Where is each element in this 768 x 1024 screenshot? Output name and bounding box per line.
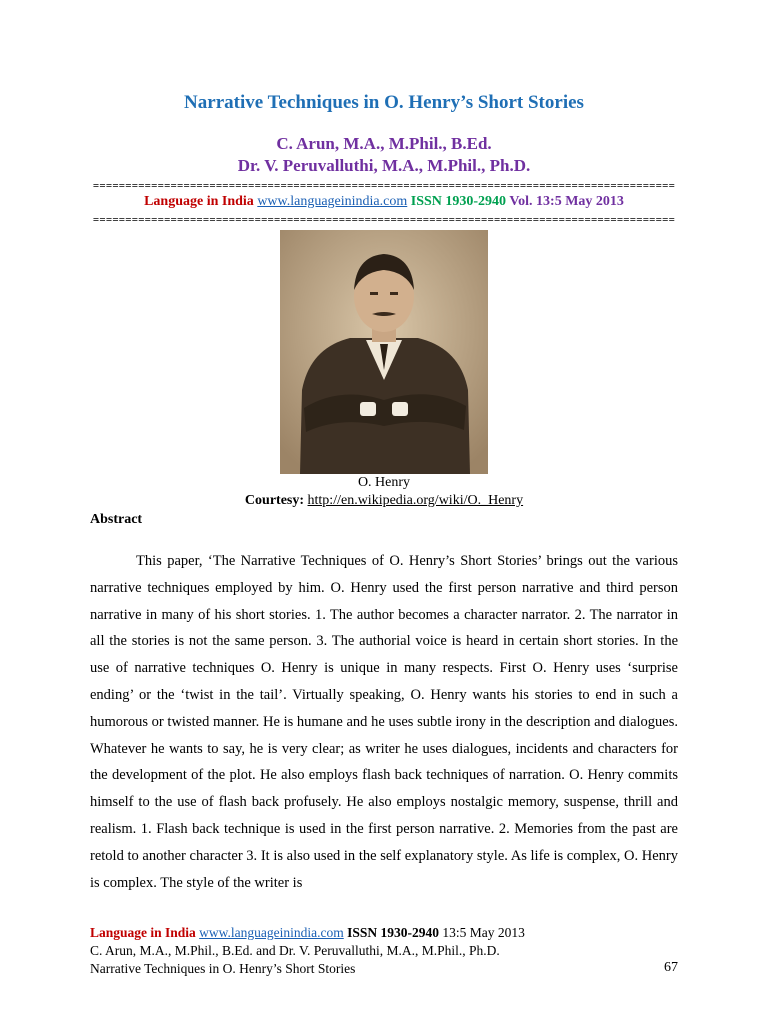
- footer-issue: 13:5 May 2013: [442, 925, 525, 940]
- abstract-body: This paper, ‘The Narrative Techniques of O. Henry’s Short Stories’ brings out the various narrative techniques employed by him. O. Henry used the first person narrative and third person narrative in many of his short stories. 1. The author becomes a character narrator. 2. The narrator in all the stories is not the same person. 3. The authorial voice is heard in certain short stories. In the use of narrative techniques O. Henry is unique in many respects. First O. Henry uses ‘surprise ending’ or the ‘twist in the tail’. Virtually speaking, O. Henry wants his stories to end in such a humorous or twisted manner. He is humane and he uses subtle irony in the description and dialogues. Whatever he wants to say, he is very clear; as writer he uses dialogues, incidents and characters for the development of the plot. He also employs flash back techniques of narration. O. Henry commits himself to the use of flash back profusely. He also employs nostalgic memory, suspense, thrill and realism. 1. Flash back technique is used in the first person narrative. 2. Memories from the past are retold to another character 3. It is also used in the self explanatory style. As life is complex, O. Henry is complex. The style of the writer is: [90, 553, 678, 891]
- figure-courtesy: [0, 493, 768, 509]
- journal-url-link[interactable]: www.languageinindia.com: [257, 194, 408, 209]
- footer-journal-line: [90, 924, 678, 942]
- journal-header: [0, 194, 768, 210]
- footer-journal-name: Language in India: [90, 925, 196, 940]
- footer-authors: C. Arun, M.A., M.Phil., B.Ed. and Dr. V. Peruvalluthi, M.A., M.Phil., Ph.D.: [90, 943, 500, 958]
- header-rule-bottom: ==========================================================================================: [92, 214, 676, 226]
- page-number: 67: [664, 960, 678, 975]
- journal-name: Language in India: [144, 194, 254, 209]
- journal-issn: ISSN 1930-2940: [410, 194, 507, 209]
- abstract-heading: Abstract: [90, 512, 143, 527]
- header-rule-top: ==========================================================================================: [92, 180, 676, 192]
- figure-caption: O. Henry: [357, 475, 411, 490]
- paper-title: Narrative Techniques in O. Henry’s Short Stories: [184, 92, 584, 113]
- footer-url-link[interactable]: www.languageinindia.com: [199, 925, 344, 940]
- courtesy-label: Courtesy:: [244, 493, 305, 508]
- journal-volume: Vol. 13:5 May 2013: [509, 194, 624, 209]
- footer-issn: ISSN 1930-2940: [347, 925, 440, 940]
- footer-article-title: Narrative Techniques in O. Henry’s Short Stories: [90, 961, 356, 976]
- author-2: Dr. V. Peruvalluthi, M.A., M.Phil., Ph.D.: [237, 156, 531, 175]
- o-henry-portrait-photo: [280, 230, 488, 474]
- courtesy-url-link[interactable]: http://en.wikipedia.org/wiki/O._Henry: [307, 493, 524, 508]
- author-1: C. Arun, M.A., M.Phil., B.Ed.: [276, 134, 492, 153]
